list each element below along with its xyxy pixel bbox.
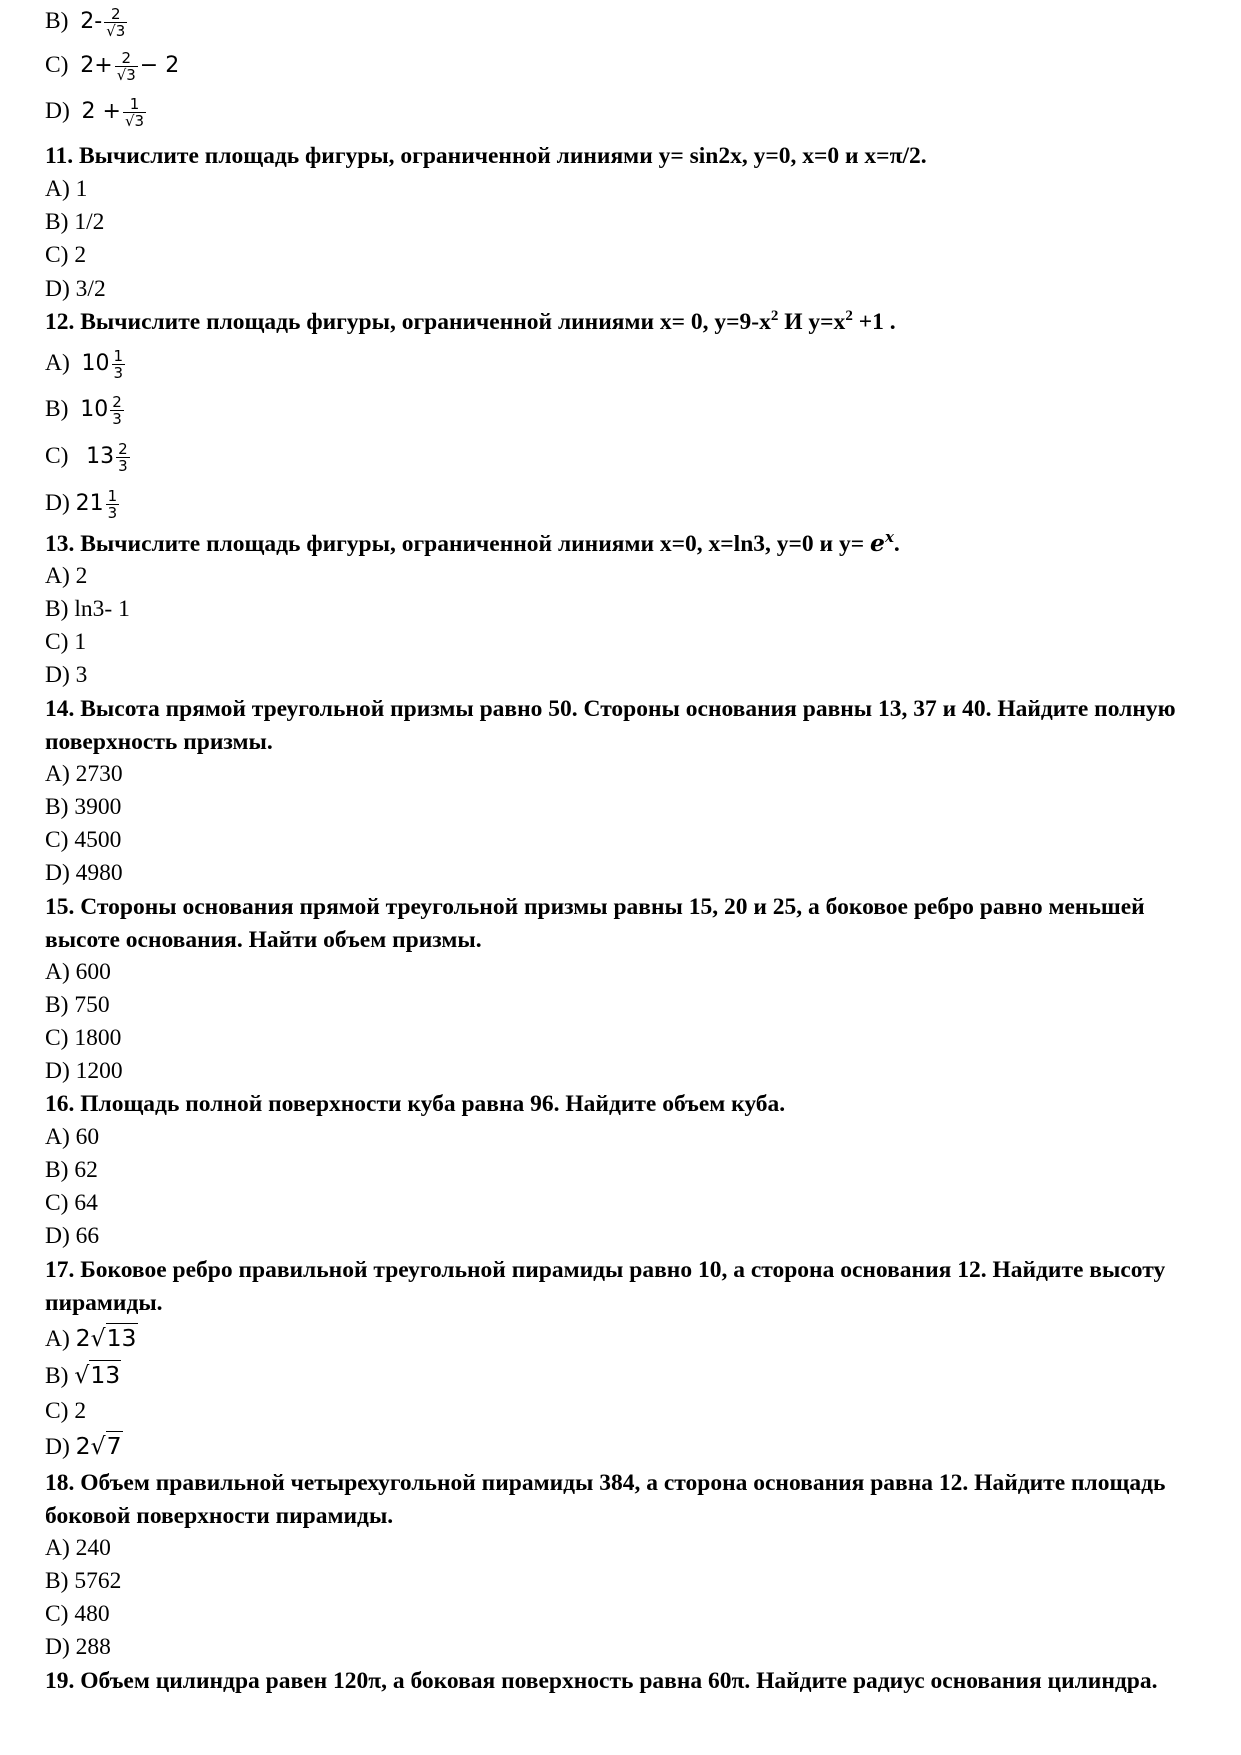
option-b-q15: B) 750 bbox=[45, 992, 110, 1018]
option-a-q16: A) 60 bbox=[45, 1124, 100, 1150]
question-18: 18. Объем правильной четырехугольной пирамиды 384, а сторона основания равна 12. Найдите площадь боковой поверхности пирамиды. bbox=[45, 1470, 1166, 1529]
question-12: 12. Вычислите площадь фигуры, ограниченной линиями x= 0, $y=9-x^2$ И $y=x^2 +1$ . bbox=[45, 308, 896, 335]
option-a-q14: A) 2730 bbox=[45, 761, 123, 787]
question-14: 14. Высота прямой треугольной призмы равно 50. Стороны основания равны 13, 37 и 40. Найдите полную поверхность призмы. bbox=[45, 696, 1176, 755]
option-d-q10: D) 2 + $\frac{1}{√3}$ bbox=[45, 95, 145, 131]
option-a-q15: A) 600 bbox=[45, 959, 111, 985]
option-b-q18: B) 5762 bbox=[45, 1568, 122, 1594]
option-a-q13: A) 2 bbox=[45, 563, 88, 589]
option-c-q13: C) 1 bbox=[45, 629, 87, 655]
question-19: 19. Объем цилиндра равен 120π, а боковая поверхность равна 60π. Найдите радиус основания цилиндра. bbox=[45, 1668, 1158, 1694]
option-d-q15: D) 1200 bbox=[45, 1058, 123, 1084]
option-d-q17: D) 2√7 bbox=[45, 1432, 122, 1460]
option-d-q12: D) 21 $\frac{1}{3}$ bbox=[45, 487, 118, 523]
option-d-q14: D) 4980 bbox=[45, 860, 123, 886]
option-a-q17: A) 2√13 bbox=[45, 1324, 137, 1352]
option-a-q18: A) 240 bbox=[45, 1535, 111, 1561]
option-b-q13: B) ln3- 1 bbox=[45, 596, 130, 622]
option-b-q10: B) 2- $\frac{2}{√3}$ bbox=[45, 5, 126, 41]
question-17: 17. Боковое ребро правильной треугольной пирамиды равно 10, а сторона основания 12. Найдите высоту пирамиды. bbox=[45, 1257, 1166, 1316]
option-d-q13: D) 3 bbox=[45, 662, 88, 688]
option-c-q12: C) 13 $\frac{2}{3}$ bbox=[45, 440, 128, 476]
option-d-q18: D) 288 bbox=[45, 1634, 111, 1660]
question-13: 13. Вычислите площадь фигуры, ограниченной линиями x=0, x=ln3, y=0 и $y= e^x$. bbox=[45, 528, 900, 557]
question-16: 16. Площадь полной поверхности куба равна 96. Найдите объем куба. bbox=[45, 1091, 786, 1117]
option-c-q18: C) 480 bbox=[45, 1601, 110, 1627]
option-a-q12: A) 10 $\frac{1}{3}$ bbox=[45, 347, 124, 383]
option-b-q17: B) √13 bbox=[45, 1361, 121, 1389]
option-c-q16: C) 64 bbox=[45, 1190, 98, 1216]
question-11: 11. Вычислите площадь фигуры, ограниченной линиями y= sin2x, y=0, x=0 и x=π/2. bbox=[45, 143, 927, 169]
question-15: 15. Стороны основания прямой треугольной призмы равны 15, 20 и 25, а боковое ребро равно меньшей высоте основания. Найти объем призмы. bbox=[45, 894, 1145, 953]
option-c-q17: C) 2 bbox=[45, 1398, 87, 1424]
option-c-q15: C) 1800 bbox=[45, 1025, 122, 1051]
option-a-q11: A) 1 bbox=[45, 176, 88, 202]
option-b-q12: B) 10 $\frac{2}{3}$ bbox=[45, 393, 122, 429]
option-b-q16: B) 62 bbox=[45, 1157, 98, 1183]
option-c-q11: C) 2 bbox=[45, 242, 87, 268]
option-c-q10: C) 2+ $\frac{2}{√3}$ − 2 bbox=[45, 49, 180, 85]
option-d-q11: D) 3/2 bbox=[45, 276, 106, 302]
option-d-q16: D) 66 bbox=[45, 1223, 100, 1249]
option-c-q14: C) 4500 bbox=[45, 827, 122, 853]
option-b-q11: B) 1/2 bbox=[45, 209, 105, 235]
option-b-q14: B) 3900 bbox=[45, 794, 122, 820]
